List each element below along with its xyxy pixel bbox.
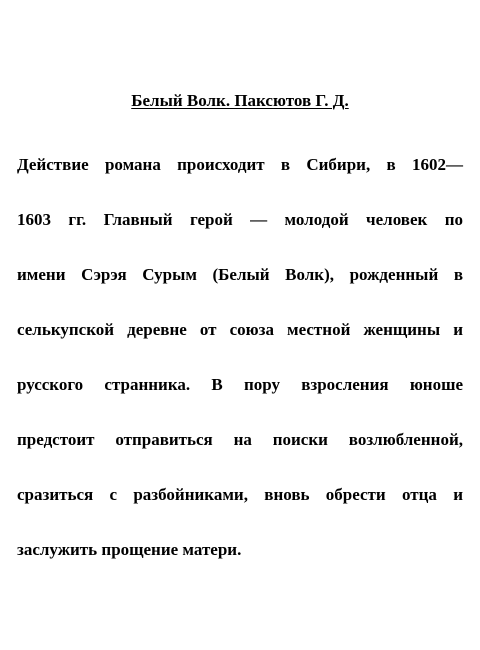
paragraph-line: имени Сэрэя Сурым (Белый Волк), рожденный в [17,265,463,284]
paragraph-line: Действие романа происходит в Сибири, в 1602— [17,155,463,174]
description-paragraph [17,155,463,595]
paragraph-line: сразиться с разбойниками, вновь обрести отца и [17,485,463,504]
paragraph-line: русского странника. В пору взросления юноше [17,375,463,394]
paragraph-line-last: заслужить прощение матери. [17,540,242,559]
paragraph-line: 1603 гг. Главный герой — молодой человек по [17,210,463,229]
document-title: Белый Волк. Паксютов Г. Д. [131,91,349,110]
paragraph-line: селькупской деревне от союза местной женщины и [17,320,463,339]
paragraph-line: предстоит отправиться на поиски возлюбленной, [17,430,463,449]
